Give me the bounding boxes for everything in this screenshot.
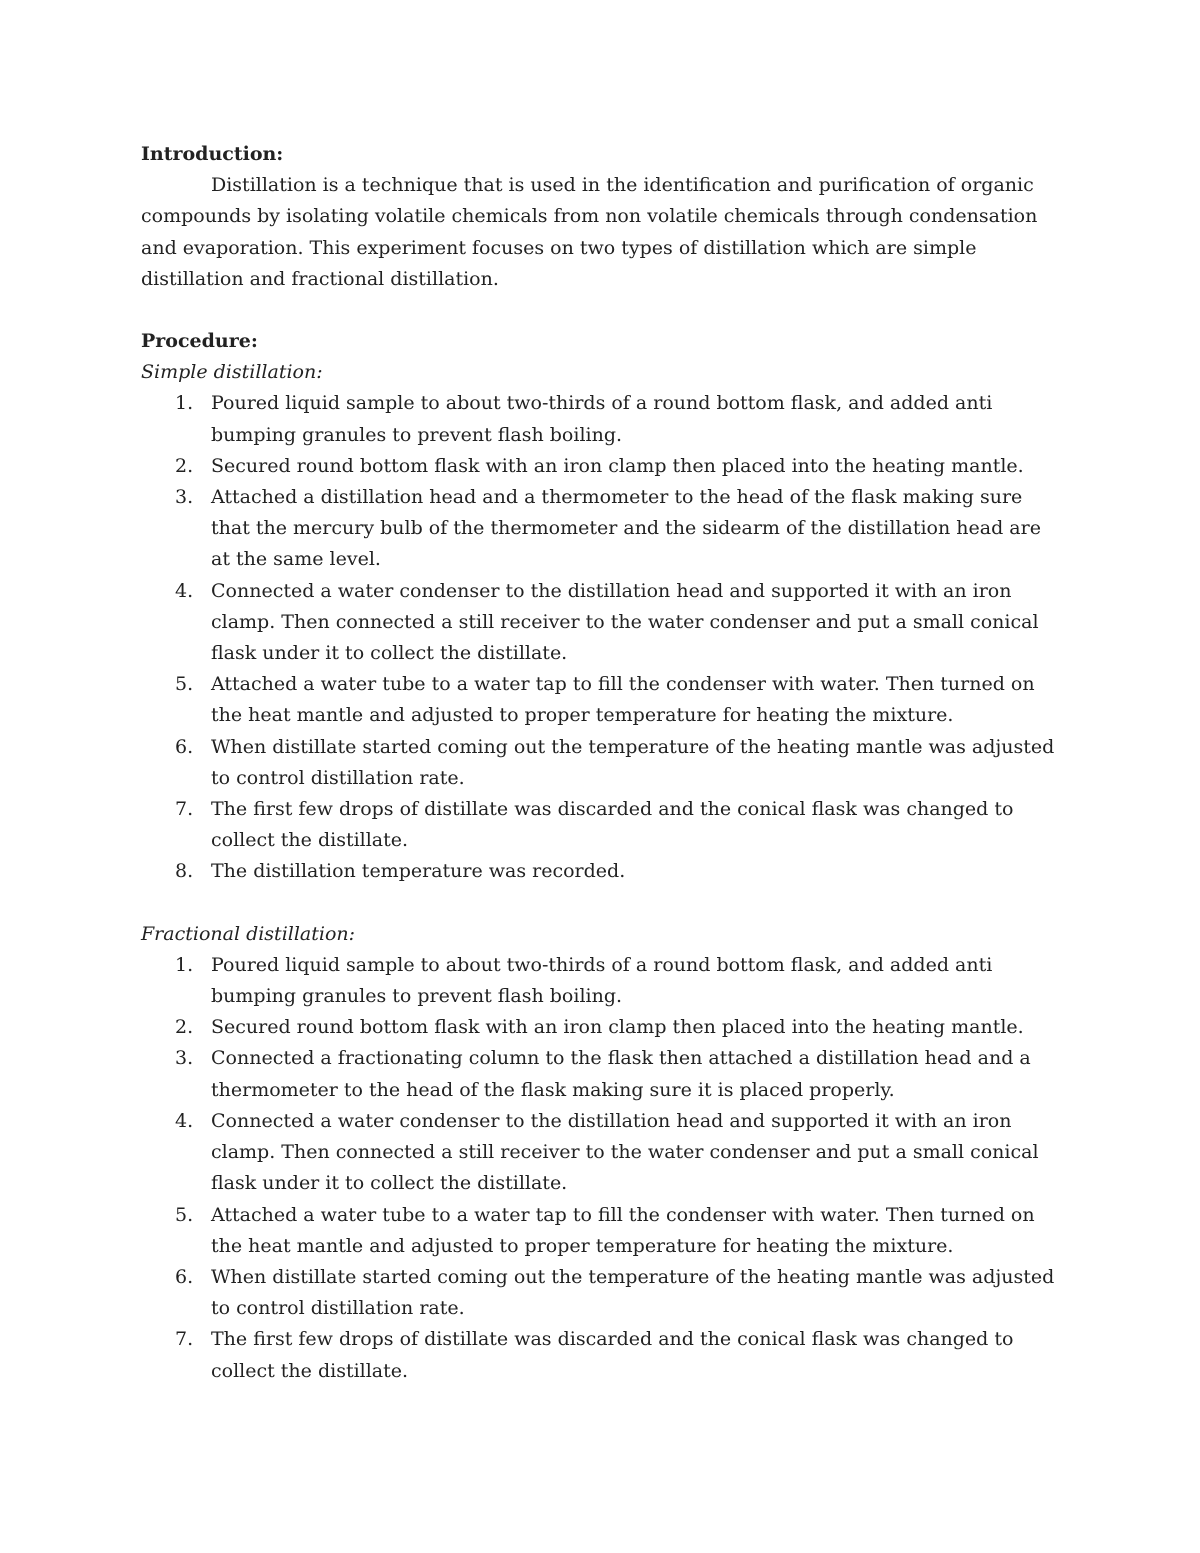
step-number: 5.	[175, 1203, 194, 1226]
step-text: Secured round bottom flask with an iron clamp then placed into the heating mantle.	[211, 1016, 1024, 1039]
step-text: The distillation temperature was recorded.	[211, 860, 626, 883]
step-text: When distillate started coming out the temperature of the heating mantle was adjusted to control distillation rate.	[211, 735, 1055, 789]
step-number: 4.	[175, 1109, 194, 1132]
step-text: Connected a fractionating column to the flask then attached a distillation head and a thermometer to the head of the flask making sure it is placed properly.	[211, 1047, 1031, 1101]
list-item	[141, 732, 1061, 794]
list-item	[141, 576, 1061, 670]
step-number: 2.	[175, 1016, 194, 1039]
step-number: 1.	[175, 392, 194, 415]
procedure-heading: Procedure:	[141, 330, 258, 353]
list-item	[141, 1012, 1061, 1043]
list-item	[141, 950, 1061, 1012]
introduction-heading: Introduction:	[141, 143, 284, 165]
step-number: 4.	[175, 579, 194, 602]
fractional-distillation-title: Fractional distillation:	[141, 922, 356, 945]
document-page	[141, 139, 1061, 1387]
step-text: Connected a water condenser to the distillation head and supported it with an iron clamp. Then connected a still receiver to the water condenser and put a small conical flask under it to collect the distillate.	[211, 1109, 1039, 1195]
list-item	[141, 388, 1061, 450]
step-number: 7.	[175, 1328, 194, 1351]
section-spacer	[141, 295, 1061, 326]
step-text: Connected a water condenser to the distillation head and supported it with an iron clamp. Then connected a still receiver to the water condenser and put a small conical flask under it to collect the distillate.	[211, 579, 1039, 665]
list-item	[141, 1262, 1061, 1324]
step-number: 7.	[175, 798, 194, 821]
list-item	[141, 1324, 1061, 1386]
step-number: 8.	[175, 860, 194, 883]
simple-distillation-title: Simple distillation:	[141, 361, 323, 384]
step-number: 1.	[175, 953, 194, 976]
step-text: The first few drops of distillate was discarded and the conical flask was changed to collect the distillate.	[211, 1328, 1014, 1382]
step-number: 3.	[175, 486, 194, 509]
step-number: 6.	[175, 735, 194, 758]
list-item	[141, 482, 1061, 576]
step-number: 6.	[175, 1265, 194, 1288]
simple-distillation-steps	[141, 388, 1061, 887]
list-item	[141, 451, 1061, 482]
step-text: Poured liquid sample to about two-thirds of a round bottom flask, and added anti bumping granules to prevent flash boiling.	[211, 953, 993, 1008]
list-item	[141, 856, 1061, 887]
list-item	[141, 1200, 1061, 1262]
step-text: Secured round bottom flask with an iron clamp then placed into the heating mantle.	[211, 454, 1024, 477]
step-text: When distillate started coming out the temperature of the heating mantle was adjusted to control distillation rate.	[211, 1265, 1055, 1320]
step-text: Attached a water tube to a water tap to fill the condenser with water. Then turned on the heat mantle and adjusted to proper temperature for heating the mixture.	[211, 1203, 1035, 1257]
step-text: The first few drops of distillate was discarded and the conical flask was changed to collect the distillate.	[211, 798, 1014, 852]
section-spacer	[141, 888, 1061, 919]
step-text: Attached a water tube to a water tap to fill the condenser with water. Then turned on the heat mantle and adjusted to proper temperature for heating the mixture.	[211, 673, 1035, 727]
introduction-paragraph: Distillation is a technique that is used in the identification and purification of organic compounds by isolating volatile chemicals from non volatile chemicals through condensation and evaporation. This experiment focuses on two types of distillation which are simple distillation and fractional distillation.	[141, 174, 1038, 290]
step-text: Poured liquid sample to about two-thirds of a round bottom flask, and added anti bumping granules to prevent flash boiling.	[211, 392, 993, 446]
list-item	[141, 1106, 1061, 1200]
list-item	[141, 1043, 1061, 1105]
step-text: Attached a distillation head and a thermometer to the head of the flask making sure that the mercury bulb of the thermometer and the sidearm of the distillation head are at the same level.	[211, 486, 1041, 571]
step-number: 5.	[175, 673, 194, 696]
list-item	[141, 794, 1061, 856]
list-item	[141, 669, 1061, 731]
fractional-distillation-steps	[141, 950, 1061, 1387]
step-number: 3.	[175, 1047, 194, 1070]
step-number: 2.	[175, 454, 194, 477]
